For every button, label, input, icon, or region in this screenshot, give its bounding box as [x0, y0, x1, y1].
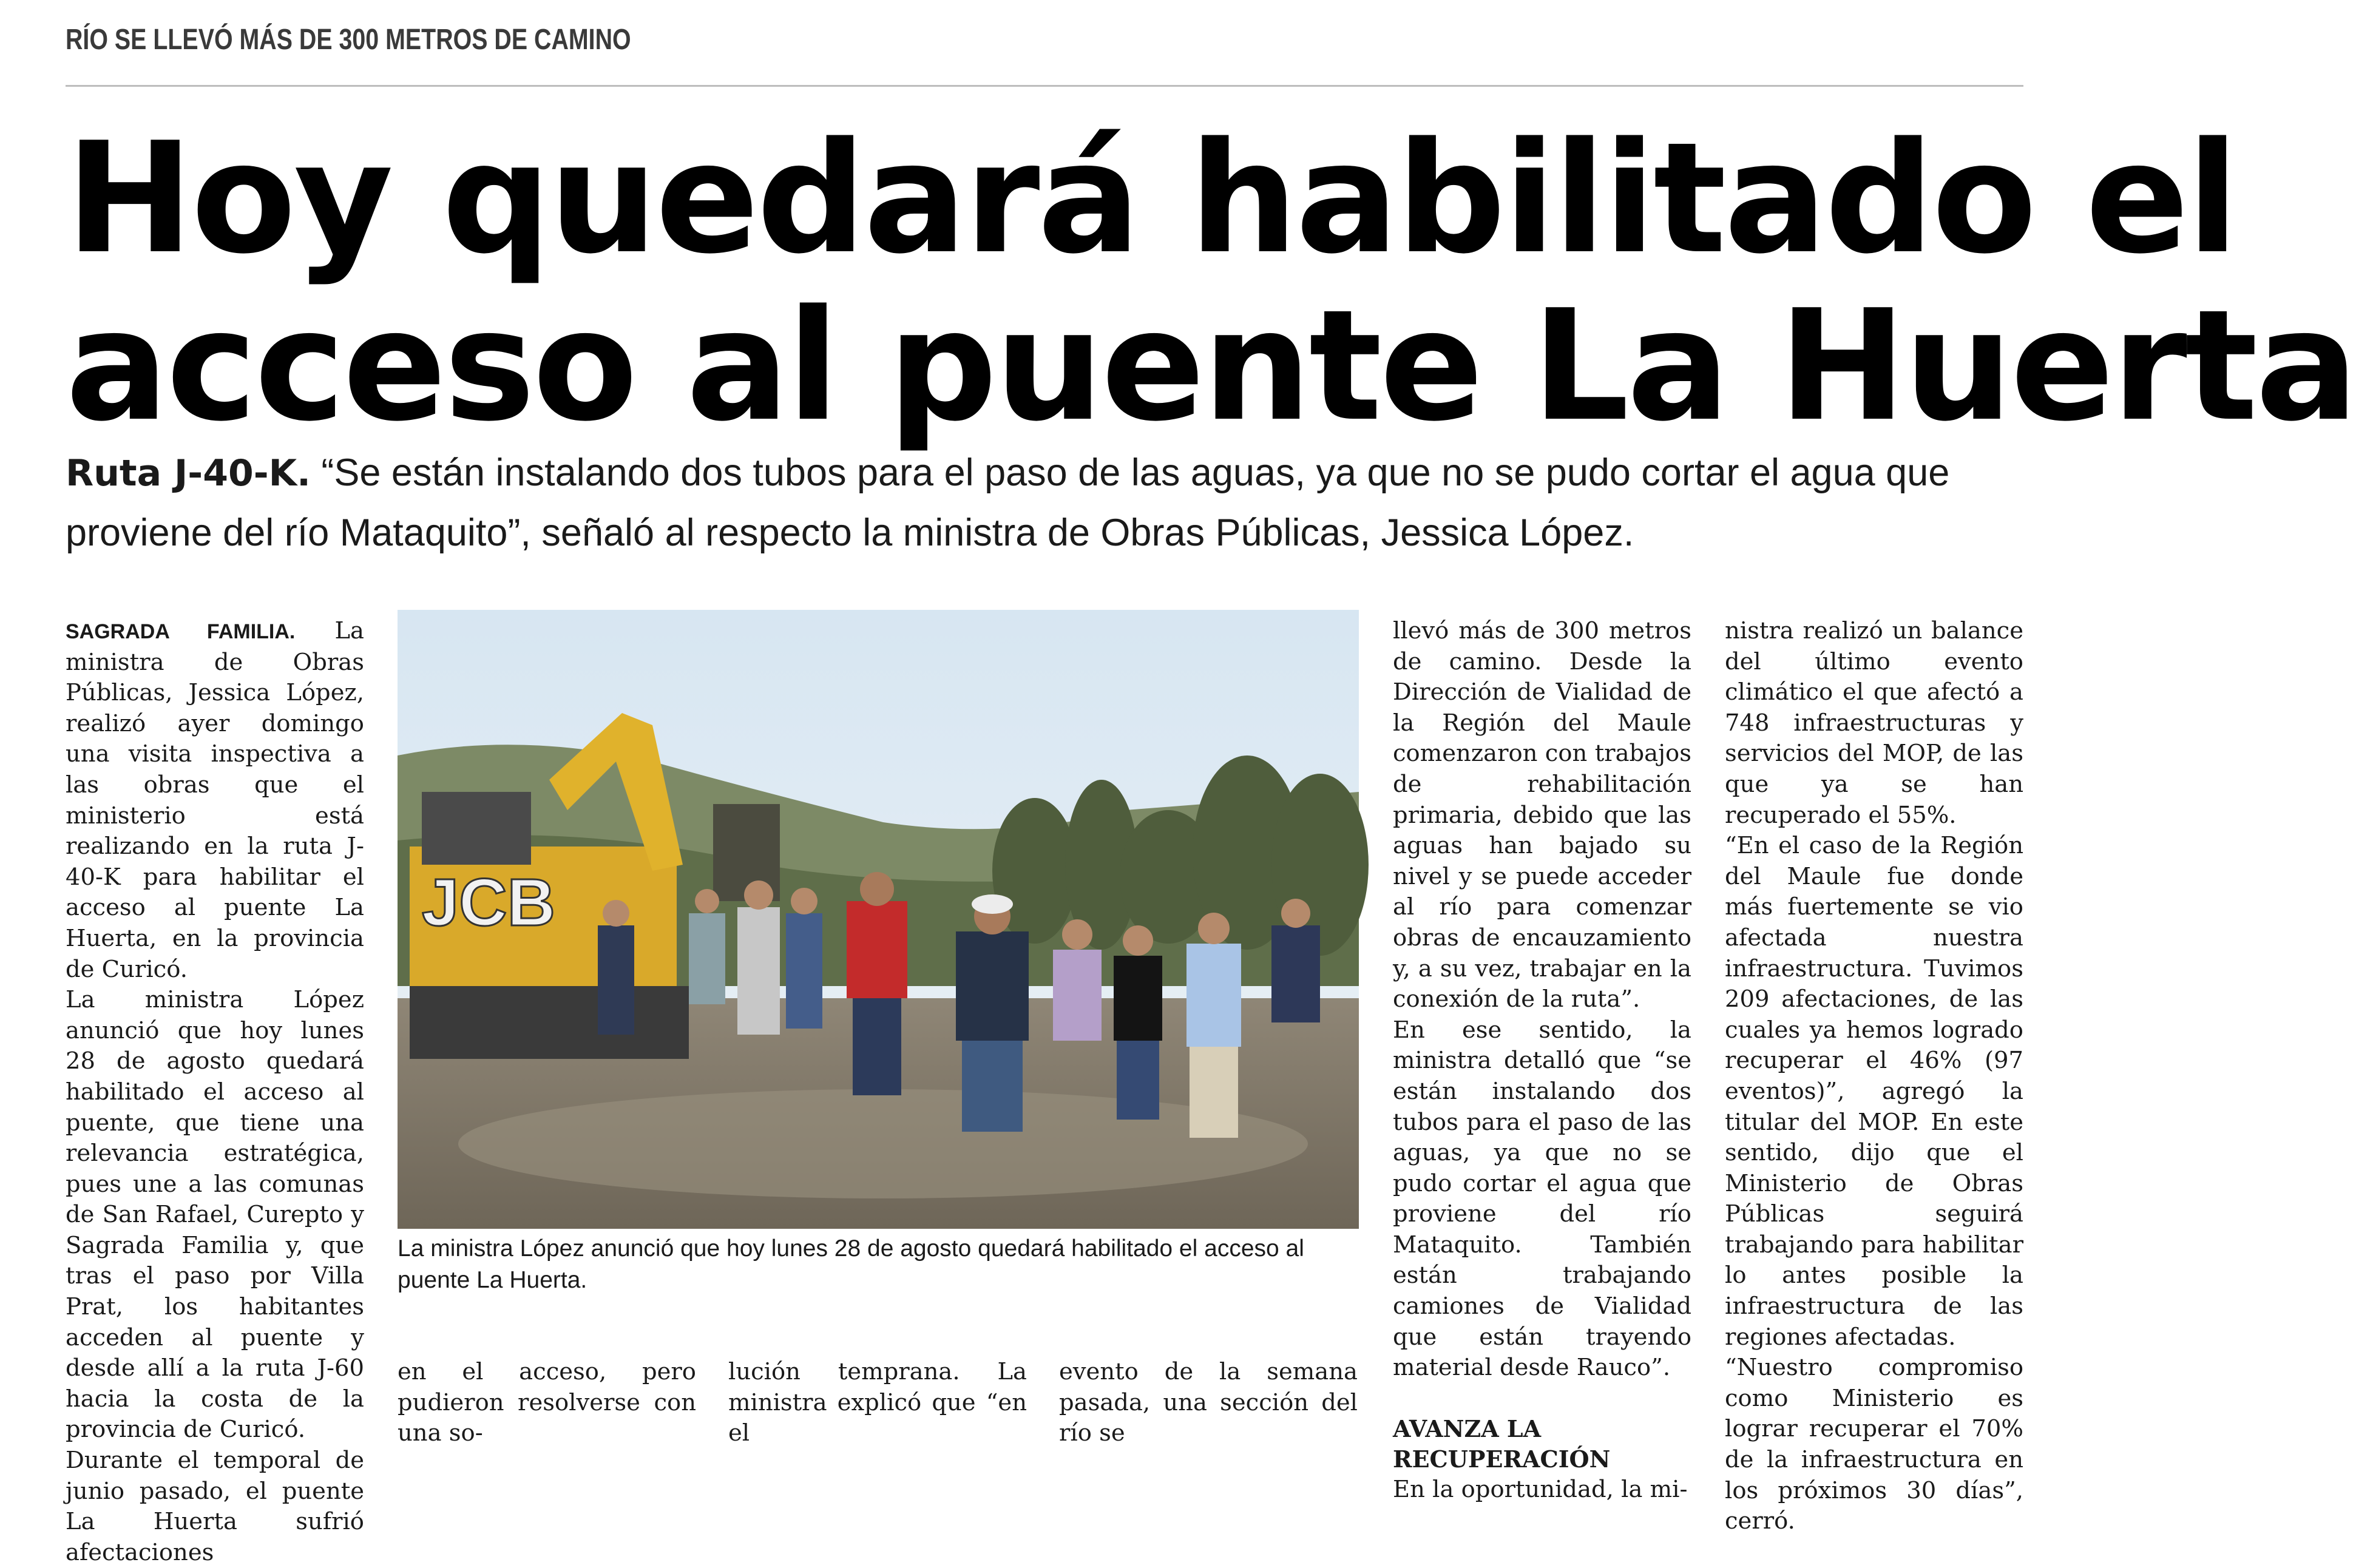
- paragraph: En ese sentido, la ministra detalló que “se están instalando dos tubos para el paso de las aguas, ya que no se pudo cortar el agua que proviene del río Mataquito. También están trabajando camiones de Vialidad que están trayendo material desde Rauco”.: [1393, 1016, 1691, 1382]
- paragraph: llevó más de 300 metros de camino. Desde la Dirección de Vialidad de la Región del Maule comenzaron con trabajos de rehabilitación primaria, debido que las aguas han bajado su nivel y se puede acceder al río para comenzar obras de encauzamiento y, a su vez, trabajar en la conexión de la ruta”.: [1393, 617, 1691, 1013]
- paragraph: nistra realizó un balance del último evento climático el que afectó a 748 infraestructuras y servicios del MOP, de las que ya se han recuperado el 55%.: [1725, 617, 2023, 829]
- news-photo: [398, 610, 1359, 1229]
- paragraph: La ministra López anunció que hoy lunes 28 de agosto quedará habilitado el acceso al puente, que tiene una relevancia estratégica, pues une a las comunas de San Rafael, Curepto y Sagrada Familia y, que tras el paso por Villa Prat, los habitantes acceden al puente y desde allí a la ruta J-60 hacia la costa de la provincia de Curicó.: [66, 986, 364, 1444]
- body-column-1: [66, 616, 364, 1566]
- deck-line-1-text: “Se están instalando dos tubos para el paso de las aguas, ya que no se pudo cortar el agua que: [310, 451, 1950, 494]
- body-column-4: evento de la semana pasada, una sección del río se: [1059, 1358, 1358, 1447]
- deck: [66, 443, 2032, 563]
- headline-line-2: acceso al puente La Huerta: [66, 277, 2356, 455]
- paragraph: SAGRADA FAMILIA. La ministra de Obras Públicas, Jessica López, realizó ayer domingo una visita inspectiva a las obras que el ministerio está realizando en la ruta J-40-K para habilitar el acceso al puente La Huerta, en la provincia de Curicó.: [66, 617, 364, 983]
- photo-caption: La ministra López anunció que hoy lunes 28 de agosto quedará habilitado el acceso al puente La Huerta.: [398, 1235, 1304, 1293]
- headline: [66, 110, 2356, 455]
- deck-line-2: proviene del río Mataquito”, señaló al respecto la ministra de Obras Públicas, Jessica López.: [66, 512, 1634, 554]
- photo-illustration: [398, 610, 1359, 1229]
- section-kicker: RÍO SE LLEVÓ MÁS DE 300 METROS DE CAMINO: [66, 24, 631, 56]
- body-column-3: lución temprana. La ministra explicó que “en el: [728, 1358, 1027, 1447]
- paragraph: Durante el temporal de junio pasado, el puente La Huerta sufrió afectaciones: [66, 1447, 364, 1566]
- deck-lead: Ruta J-40-K.: [66, 452, 311, 495]
- dateline: SAGRADA FAMILIA.: [66, 620, 296, 643]
- paragraph: “Nuestro compromiso como Ministerio es lograr recuperar el 70% de la infraestructura en los próximos 30 días”, cerró.: [1725, 1354, 2023, 1535]
- subhead: AVANZA LA RECUPERACIÓN: [1393, 1414, 1611, 1473]
- body-column-6: [1725, 616, 2023, 1535]
- deck-line-1: [66, 443, 2032, 503]
- headline-line-1: Hoy quedará habilitado el: [66, 110, 2237, 288]
- paragraph: En la oportunidad, la mi-: [1393, 1475, 1688, 1503]
- body-column-5: [1393, 616, 1691, 1503]
- kicker-rule: [66, 85, 2023, 87]
- machine-brand: JCB: [422, 865, 556, 940]
- body-column-2: en el acceso, pero pudieron resolverse con una so-: [398, 1358, 696, 1447]
- paragraph: “En el caso de la Región del Maule fue donde más fuertemente se vio afectada nuestra infraestructura. Tuvimos 209 afectaciones, de las cuales ya hemos logrado recuperar el 46% (97 eventos)”, agregó la titular del MOP. En este sentido, dijo que el Ministerio de Obras Públicas seguirá trabajando para habilitar lo antes posible la infraestructura de las regiones afectadas.: [1725, 832, 2023, 1351]
